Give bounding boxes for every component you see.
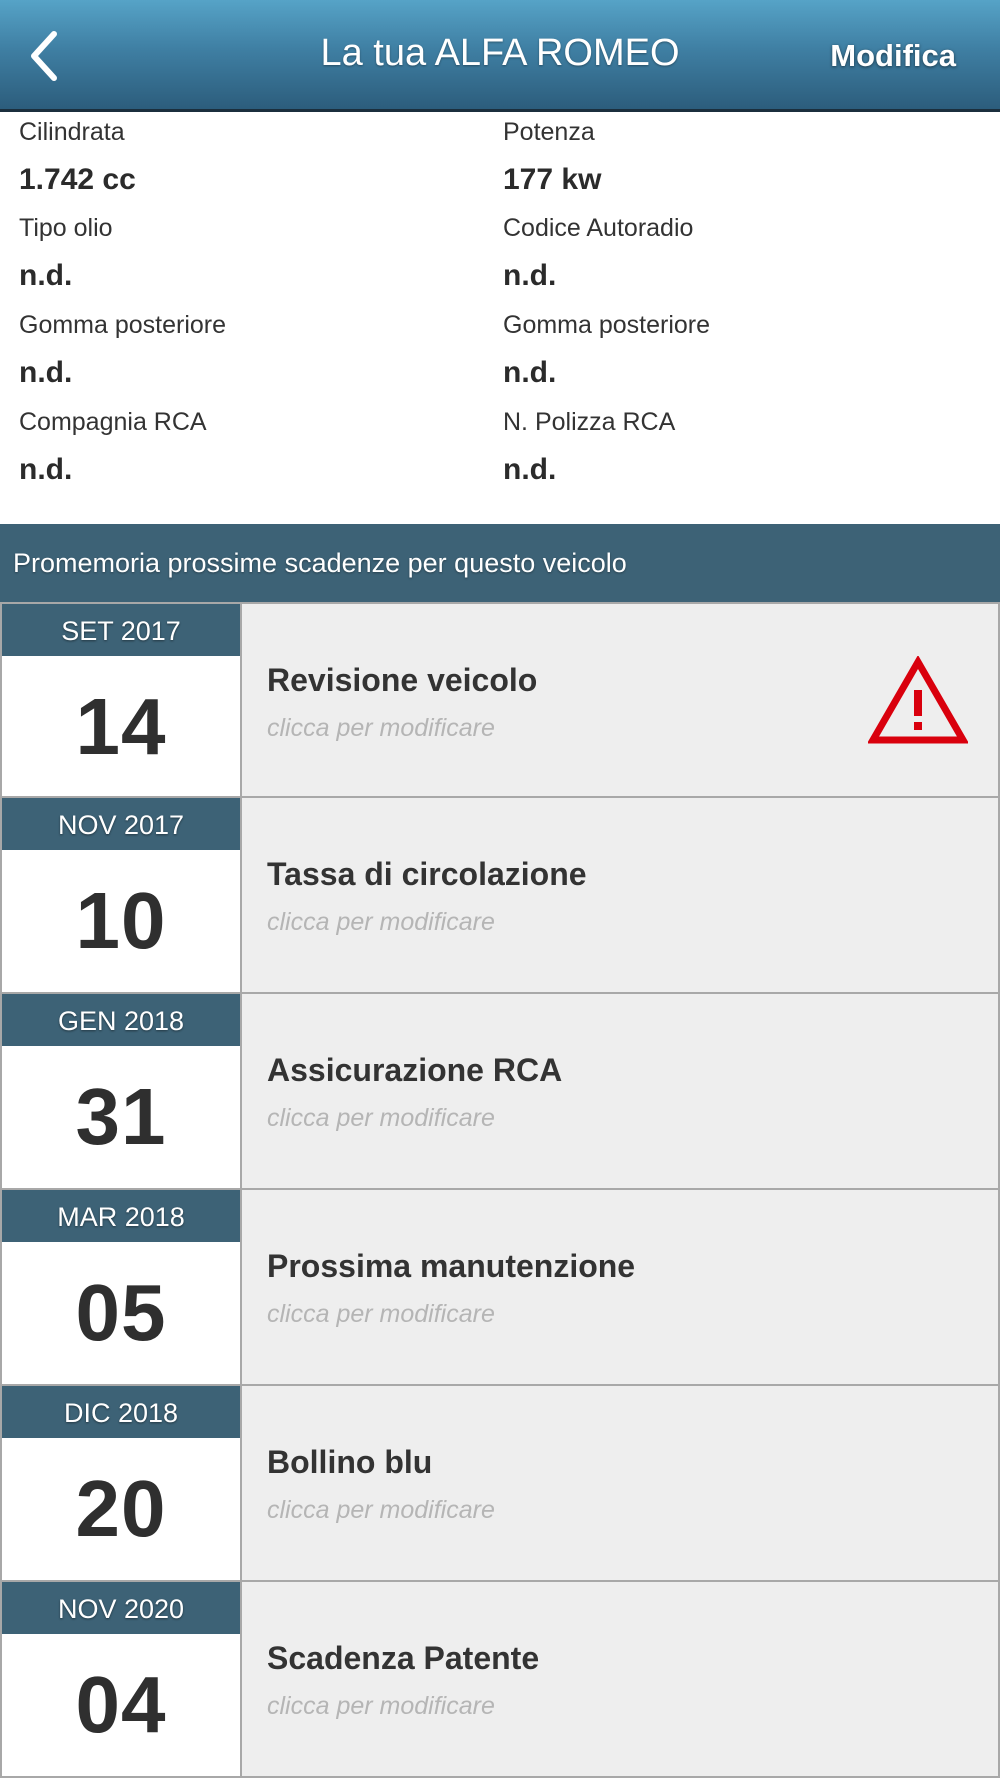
spec-label: N. Polizza RCA	[503, 408, 676, 436]
reminder-subtitle: clicca per modificare	[267, 714, 495, 742]
reminders-list	[0, 602, 1000, 1778]
page-title: La tua ALFA ROMEO	[320, 32, 680, 74]
reminders-section-header	[0, 524, 1000, 602]
date-day: 20	[75, 1464, 167, 1553]
spec-label: Cilindrata	[19, 118, 125, 146]
spec-value: n.d.	[503, 356, 557, 389]
spec-label: Tipo olio	[19, 214, 113, 242]
spec-value: n.d.	[19, 259, 73, 292]
spec-radio-code	[503, 208, 963, 304]
spec-value: n.d.	[19, 453, 73, 486]
spec-value: n.d.	[503, 259, 557, 292]
reminder-item-assicurazione[interactable]	[0, 994, 1000, 1190]
spec-value: n.d.	[503, 453, 557, 486]
reminder-item-bollino[interactable]	[0, 1386, 1000, 1582]
date-month: GEN 2018	[2, 994, 240, 1046]
reminders-section-title: Promemoria prossime scadenze per questo veicolo	[13, 548, 627, 578]
spec-label: Potenza	[503, 118, 595, 146]
spec-label: Codice Autoradio	[503, 214, 694, 242]
calendar-date	[2, 604, 242, 796]
reminder-title: Tassa di circolazione	[267, 856, 587, 892]
calendar-date	[2, 1386, 242, 1580]
spec-value: 1.742 cc	[19, 163, 136, 196]
spec-oil-type	[19, 208, 479, 304]
reminder-title: Scadenza Patente	[267, 1640, 540, 1676]
spec-rear-tire-left	[19, 305, 479, 401]
warning-icon	[868, 656, 968, 746]
vehicle-specs	[0, 112, 1000, 524]
date-month: SET 2017	[2, 604, 240, 656]
spec-power	[503, 112, 963, 208]
date-month: NOV 2017	[2, 798, 240, 850]
reminder-title: Bollino blu	[267, 1444, 433, 1480]
spec-displacement	[19, 112, 479, 208]
reminder-title: Prossima manutenzione	[267, 1248, 636, 1284]
reminder-title: Revisione veicolo	[267, 662, 538, 698]
calendar-date	[2, 1190, 242, 1384]
date-month: NOV 2020	[2, 1582, 240, 1634]
spec-value: 177 kw	[503, 163, 602, 196]
spec-label: Gomma posteriore	[19, 311, 227, 339]
reminder-subtitle: clicca per modificare	[267, 1692, 495, 1720]
spec-rear-tire-right	[503, 305, 963, 401]
reminder-subtitle: clicca per modificare	[267, 908, 495, 936]
spec-insurance-company	[19, 402, 479, 498]
reminder-title: Assicurazione RCA	[267, 1052, 563, 1088]
calendar-date	[2, 1582, 242, 1776]
spec-policy-number	[503, 402, 963, 498]
nav-bar	[0, 0, 1000, 112]
spec-label: Gomma posteriore	[503, 311, 711, 339]
reminder-item-patente[interactable]	[0, 1582, 1000, 1778]
reminder-item-tassa[interactable]	[0, 798, 1000, 994]
reminder-subtitle: clicca per modificare	[267, 1104, 495, 1132]
calendar-date	[2, 994, 242, 1188]
back-button[interactable]	[20, 20, 90, 92]
chevron-left-icon	[20, 20, 90, 92]
reminder-item-manutenzione[interactable]	[0, 1190, 1000, 1386]
edit-button[interactable]: Modifica	[830, 38, 956, 73]
reminder-subtitle: clicca per modificare	[267, 1496, 495, 1524]
date-month: DIC 2018	[2, 1386, 240, 1438]
reminder-item-revisione[interactable]	[0, 602, 1000, 798]
date-day: 05	[75, 1268, 167, 1357]
date-day: 04	[75, 1660, 167, 1749]
spec-value: n.d.	[19, 356, 73, 389]
date-month: MAR 2018	[2, 1190, 240, 1242]
date-day: 31	[75, 1072, 167, 1161]
spec-label: Compagnia RCA	[19, 408, 207, 436]
reminder-subtitle: clicca per modificare	[267, 1300, 495, 1328]
calendar-date	[2, 798, 242, 992]
date-day: 14	[75, 682, 167, 771]
date-day: 10	[75, 876, 167, 965]
